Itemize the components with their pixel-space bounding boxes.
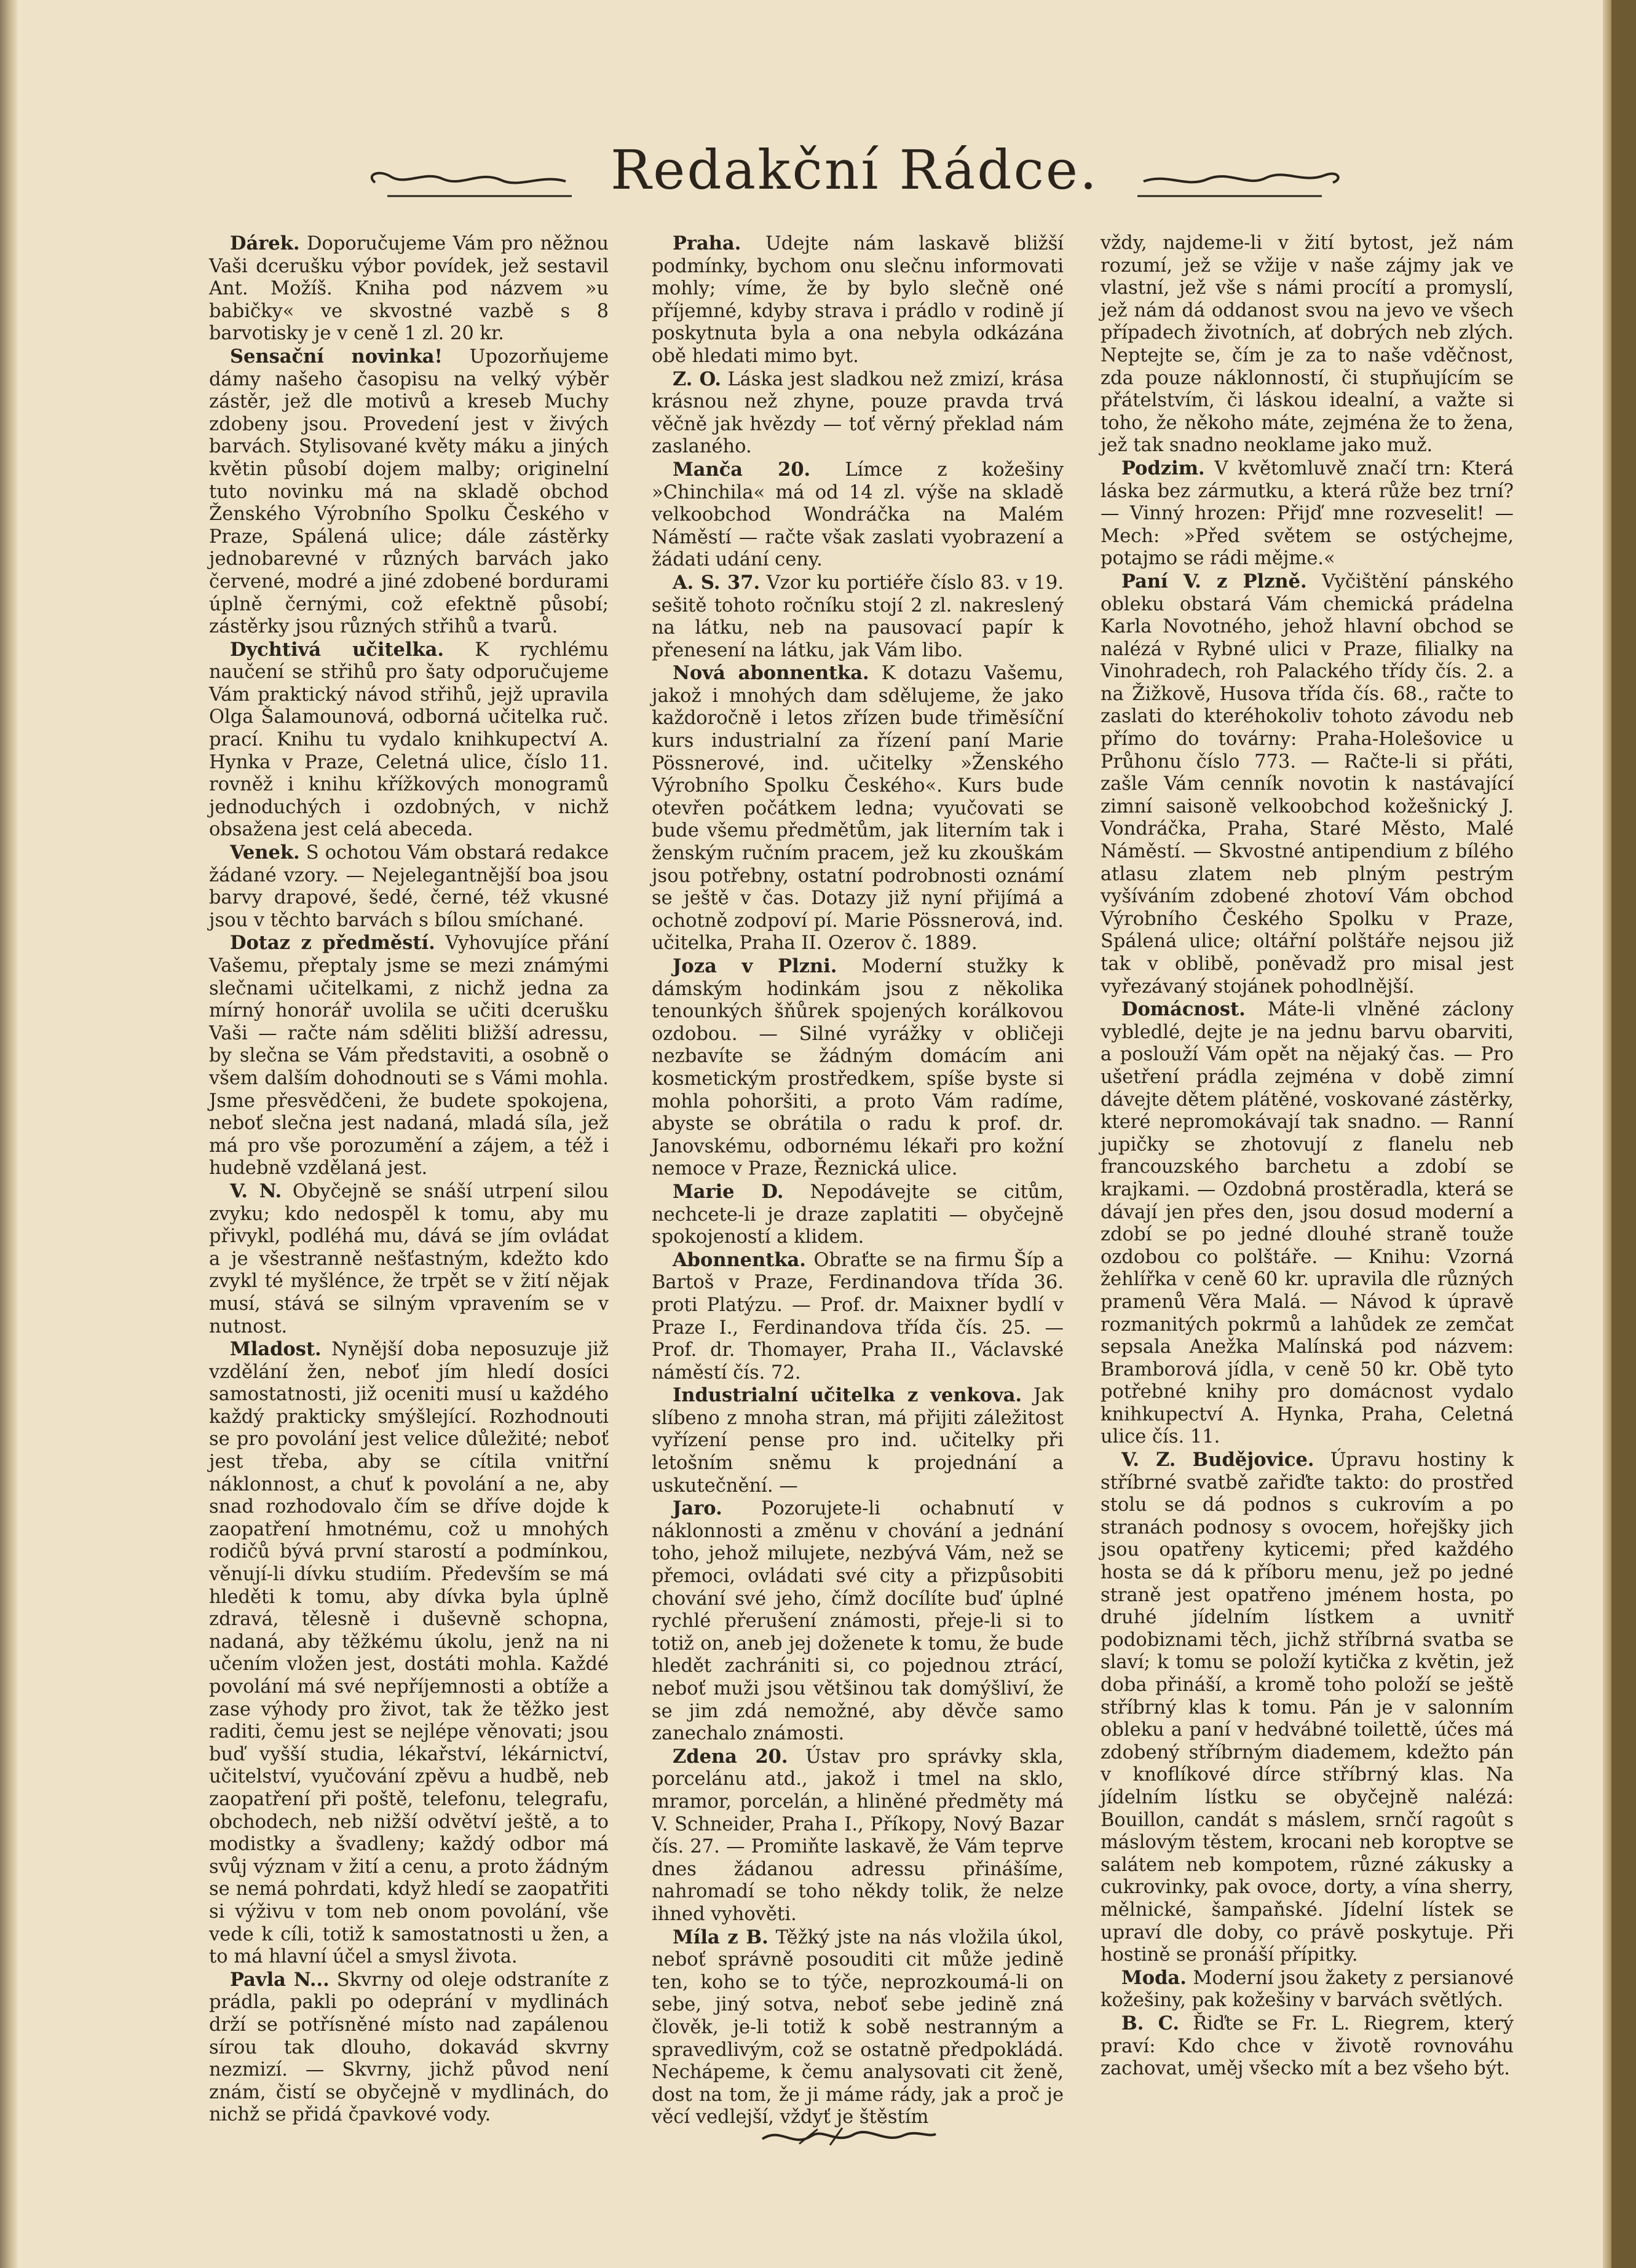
column-2 xyxy=(652,232,1064,2128)
end-ornament xyxy=(756,2120,941,2151)
entry-mila-z-b: Míla z B. Těžký jste na nás vložila úkol, neboť správně posouditi cit může jedině ten, koho se to týče, neprozkoumá-li on sebe, jiný sotva, neboť sebe jedině zná člověk, je-li totiž k sobě nestranným a spravedlivým, což se ostatně předpokládá. Nechápeme, k čemu analysovati cit ženě, dost na tom, že ji máme rády, jak a proč je věcí vedlejší, vždyť je štěstím xyxy=(652,1926,1064,2128)
entry-marie-d: Marie D. Nepodávejte se citům, nechcete-li je draze zaplatiti — obyčejně spokojeností a klidem. xyxy=(652,1180,1064,1248)
entry-abonnentka: Abonnentka. Obraťte se na firmu Šíp a Bartoš v Praze, Ferdinandova třída 36. proti Platýzu. — Prof. dr. Maixner bydlí v Praze I., Ferdinandova třída čís. 25. — Prof. dr. Thomayer, Praha II., Václavské náměstí čís. 72. xyxy=(652,1248,1064,1384)
entry-a-s-37: A. S. 37. Vzor ku portiéře číslo 83. v 19. sešitě tohoto ročníku stojí 2 zl. nakreslený na látku, neb na pausovací papír k přenesení na látku, jak Vám libo. xyxy=(652,571,1064,661)
header xyxy=(363,132,1346,212)
entry-moda: Moda. Moderní jsou žakety z persianové kožešiny, pak kožešiny v barvách světlých. xyxy=(1101,1966,1514,2012)
entry-joza-v-plzni: Joza v Plzni. Moderní stužky k dámským hodinkám jsou z několika tenounkých šňůrek spojených korálkovou ozdobou. — Silné vyrážky v obličeji nezbavíte se žádným domácím ani kosmetickým prostředkem, spíše byste si mohla pohoršiti, a proto Vám radíme, abyste se obrátila o radu k prof. dr. Janovskému, odbornému lékaři pro kožní nemoce v Praze, Řeznická ulice. xyxy=(652,955,1064,1180)
page-title: Redakční Rádce. xyxy=(611,138,1099,202)
entry-mladost: Mladost. Nynější doba neposuzuje již vzdělání žen, neboť jím hledí dosíci samostatnosti, již oceniti musí u každého každý prakticky smýšlející. Rozhodnouti se pro povolání jest velice důležité; neboť jest třeba, aby se cítila vnitřní náklonnost, a chuť k povolání a ne, aby snad rozhodovalo čím se dříve dojde k zaopatření hmotnému, což u mnohých rodičů bývá první starostí a podmínkou, věnují-li dívku studiím. Především se má hleděti k tomu, aby dívka byla úplně zdravá, tělesně i duševně schopna, nadaná, aby těžkému úkolu, jenž na ni učením vložen jest, dostáti mohla. Každé povolání má své nepříjemnosti a obtíže a zase výhody pro život, tak že těžko jest raditi, čemu jest se nejlépe věnovati; jsou buď vyšší studia, lékařství, lékárnictví, učitelství, vyučování zpěvu a hudbě, neb zaopatření při poště, telefonu, telegrafu, obchodech, neb nižší odvětví ještě, a to modistky a švadleny; každý odbor má svůj význam v žití a cenu, a proto žádným se nemá pohrdati, když hledí se zaopatřiti si výživu v tom neb onom povolání, vše vede k cíli, totiž k samostatnosti u žen, a to má hlavní účel a smysl života. xyxy=(209,1338,609,1968)
column-3 xyxy=(1101,232,1514,2082)
page-right-band xyxy=(1611,0,1636,2268)
entry-v-z-budejovice: V. Z. Budějovice. Úpravu hostiny k stříbrné svatbě zařiďte takto: do prostřed stolu se dá podnos s cukrovím a po stranách podnosy s ovocem, hořejšky jich jsou opatřeny kyticemi; před každého hosta se dá k příboru menu, jež po jedné straně jest opatřeno jménem hosta, po druhé jídelním lístkem a uvnitř podobiznami těch, jichž stříbrná svatba se slaví; k tomu se položí kytička z květin, jež doba přináší, a kromě toho položí se ještě stříbrný klas k tomu. Pán je v salonním obleku a paní v hedvábné toilettě, účes má zdobený stříbrným diademem, kdežto pán v knoflíkové dírce stříbrný klas. Na jídelním lístku se obyčejně nalézá: Bouillon, candát s máslem, srnčí ragoût s máslovým těstem, krocani neb koroptve se salátem neb kompotem, různé zákusky a cukrovinky, pak ovoce, dorty, a vína sherry, mělnické, šampaňské. Jídelní lístek se upraví dle doby, co právě poskytuje. Při hostině se pronáší přípitky. xyxy=(1101,1449,1514,1966)
entry-industrialni-ucitelka: Industrialní učitelka z venkova. Jak slíbeno z mnoha stran, má přijiti záležitost vyřízení pense pro ind. učitelky při letošním sněmu k projednání a uskutečnění. — xyxy=(652,1384,1064,1497)
entry-venek: Venek. S ochotou Vám obstará redakce žádané vzory. — Nejelegantnější boa jsou barvy drapové, šedé, černé, též vkusné jsou v těchto barvách s bílou smíchané. xyxy=(209,841,609,931)
entry-domacnost: Domácnost. Máte-li vlněné záclony vybledlé, dejte je na jednu barvu obarviti, a poslouží Vám opět na nějaký čas. — Pro ušetření prádla zejména v době zimní dávejte dětem plátěné, voskované zástěrky, které nepromokávají tak snadno. — Ranní jupičky se zhotovují z flanelu neb francouzského barchetu a zdobí se krajkami. — Ozdobná prostěradla, která se dávají jen přes den, jsou dosud moderní a zdobí se po jedné dlouhé straně touže ozdobou co polštáře. — Knihu: Vzorná žehlířka v ceně 60 kr. upravila dle různých pramenů Věra Malá. — Návod k úpravě rozmanitých pokrmů a lahůdek ze zemčat sepsala Anežka Malínská pod názvem: Bramborová jídla, v ceně 50 kr. Obě tyto potřebné knihy pro domácnost vydalo knihkupectví A. Hynka, Praha, Celetná ulice čís. 11. xyxy=(1101,998,1514,1448)
entry-zdena-20: Zdena 20. Ústav pro správky skla, porcelánu atd., jakož i tmel na sklo, mramor, porcelán, a hliněné předměty má V. Schneider, Praha I., Příkopy, Nový Bazar čís. 27. — Promiňte laskavě, že Vám teprve dnes žádanou adressu přinášíme, nahromadí se toho někdy tolik, že nelze ihned vyhověti. xyxy=(652,1745,1064,1925)
entry-dychtiva-ucitelka: Dychtivá učitelka. K rychlému naučení se střihů pro šaty odporučujeme Vám praktický návod střihů, jejž upravila Olga Šalamounová, odborná učitelka ruč. prací. Knihu tu vydalo knihkupectví A. Hynka v Praze, Celetná ulice, číslo 11. rovněž i knihu křížkových monogramů jednoduchých i ozdobných, v nichž obsažena jest celá abeceda. xyxy=(209,638,609,841)
entry-sensacni-novinka: Sensační novinka! Upozorňujeme dámy našeho časopisu na velký výběr zástěr, jež dle motivů a kreseb Muchy zdobeny jsou. Provedení jest v živých barvách. Stylisované květy máku a jiných květin působí dojem malby; originelní tuto novinku má na skladě obchod Ženského Výrobního Spolku Českého v Praze, Spálená ulice; dále zástěrky jednobarevné v různých barvách jako červené, modré a jiné zdobené bordurami úplně černými, což efektně působí; zástěrky jsou různých střihů a tvarů. xyxy=(209,345,609,638)
entry-jaro: Jaro. Pozorujete-li ochabnutí v náklonnosti a změnu v chování a jednání toho, jehož milujete, nezbývá Vám, než se přemoci, ovládati své city a přizpůsobiti chování své jeho, čímž docílíte buď úplné rychlé přerušení známosti, přeje-li si to totiž on, aneb jej doženete k tomu, že bude hledět zachrániti si, co pojednou ztrácí, neboť muži jsou většinou tak domýšliví, že se jim zdá nemožné, aby děvče samo zanechalo známosti. xyxy=(652,1497,1064,1745)
entry-v-n: V. N. Obyčejně se snáší utrpení silou zvyku; kdo nedospěl k tomu, aby mu přivykl, podléhá mu, dává se jím ovládat a je všestranně nešťastným, kdežto kdo zvykl té myšlénce, že trpět se v žití nějak musí, stává se silným vpravením se v nutnost. xyxy=(209,1179,609,1337)
entry-z-o: Z. O. Láska jest sladkou než zmizí, krása krásnou než zhyne, pouze pravda trvá věčně jak hvězdy — toť věrný překlad nám zaslaného. xyxy=(652,368,1064,458)
page-right-edge xyxy=(1603,0,1611,2268)
entry-manca-20: Manča 20. Límce z kožešiny »Chinchila« má od 14 zl. výše na skladě velkoobchod Wondráčka na Malém Náměstí — račte však zaslati vyobrazení a žádati udání ceny. xyxy=(652,458,1064,571)
entry-praha: Praha. Udejte nám laskavě bližší podmínky, bychom onu slečnu informovati mohly; víme, že by bylo slečně oné příjemné, kdyby strava i prádlo v rodině jí poskytnuta byla a ona nebyla odkázána obě hledati mimo byt. xyxy=(652,232,1064,367)
entry-nova-abonnentka: Nová abonnentka. K dotazu Vašemu, jakož i mnohých dam sdělujeme, že jako každoročně i letos zřízen bude třiměsíční kurs industrialní za řízení paní Marie Pössnerové, ind. učitelky »Ženského Výrobního Spolku Českého«. Kurs bude otevřen počátkem ledna; vyučovati se bude všemu předmětům, jak literním tak i ženským ručním pracem, jež ku zkouškám jsou potřebny, ostatní podrobnosti oznámí se ještě v čas. Dotazy již nyní přijímá a ochotně zodpoví pí. Marie Pössnerová, ind. učitelka, Praha II. Ozerov č. 1889. xyxy=(652,662,1064,955)
entry-pani-v-z-plzne: Paní V. z Plzně. Vyčištění pánského obleku obstará Vám chemická prádelna Karla Novotného, jehož hlavní obchod se nalézá v Rybné ulici v Praze, filialky na Vinohradech, roh Palackého třídy čís. 2. a na Žižkově, Husova třída čís. 68., račte to zaslati do kteréhokoliv tohoto závodu neb přímo do továrny: Praha-Holešovice u Průhonu číslo 773. — Račte-li si přáti, zašle Vám cenník novotin k nastávající zimní saisoně velkoobchod kožešnický J. Vondráčka, Praha, Staré Město, Malé Náměstí. — Skvostné antipendium z bílého atlasu zlatem neb plným pestrým vyšíváním zdobené zhotoví Vám obchod Výrobního Českého Spolku v Praze, Spálená ulice; oltářní polštáře nejsou již tak v oblibě, poněvadž pro misal jest vyřezávaný stojánek pohodlnější. xyxy=(1101,570,1514,998)
page-left-edge xyxy=(0,0,17,2268)
entry-darek: Dárek. Doporučujeme Vám pro něžnou Vaši dcerušku výbor povídek, jež sestavil Ant. Možíš. Kniha pod názvem »u babičky« ve skvostné vazbě s 8 barvotisky je v ceně 1 zl. 20 kr. xyxy=(209,232,609,345)
entry-b-c: B. C. Řiďte se Fr. L. Riegrem, který praví: Kdo chce v životě rovnováhu zachovat, uměj všecko mít a bez všeho být. xyxy=(1101,2012,1514,2080)
column-1 xyxy=(209,232,609,2126)
entry-dotaz-z-predmesti: Dotaz z předměstí. Vyhovujíce přání Vašemu, přeptaly jsme se mezi známými slečnami učitelkami, z nichž jedna za mírný honorář uvolila se učiti dcerušku Vaši — račte nám sděliti bližší adressu, by slečna se Vám představiti, a osobně o všem dalším dohodnouti se s Vámi mohla. Jsme přesvědčeni, že budete spokojena, neboť slečna jest nadaná, mladá síla, jež má pro vše porozumění a zájem, a též i hudebně vzdělaná jest. xyxy=(209,932,609,1179)
entry-pavla-n: Pavla N... Skvrny od oleje odstraníte z prádla, pakli po odeprání v mydlinách drží se potřísněné místo nad zapálenou sírou tak dlouho, dokavád skvrny nezmizí. — Skvrny, jichž původ není znám, čistí se obyčejně v mydlinách, do nichž se přidá čpavkové vody. xyxy=(209,1968,609,2126)
entry-podzim: Podzim. V květomluvě značí trn: Která láska bez zármutku, a která růže bez trní? — Vinný hrozen: Přijď mne rozveselit! — Mech: »Před světem se ostýchejme, potajmo se rádi mějme.« xyxy=(1101,457,1514,570)
entry-mila-z-b-continued: vždy, najdeme-li v žití bytost, jež nám rozumí, jež se vžije v naše zájmy jak ve vlastní, jež vše s námi procítí a promyslí, jež nám dá oddanost svou na jevo ve všech případech životních, ať dobrých neb zlých. Neptejte se, čím je za to naše vděčnost, zda pouze náklonností, či stupňujícím se přátelstvím, či láskou idealní, a važte si toho, že někoho máte, zejména že to žena, jež tak snadno neoklame jako muž. xyxy=(1101,232,1514,457)
